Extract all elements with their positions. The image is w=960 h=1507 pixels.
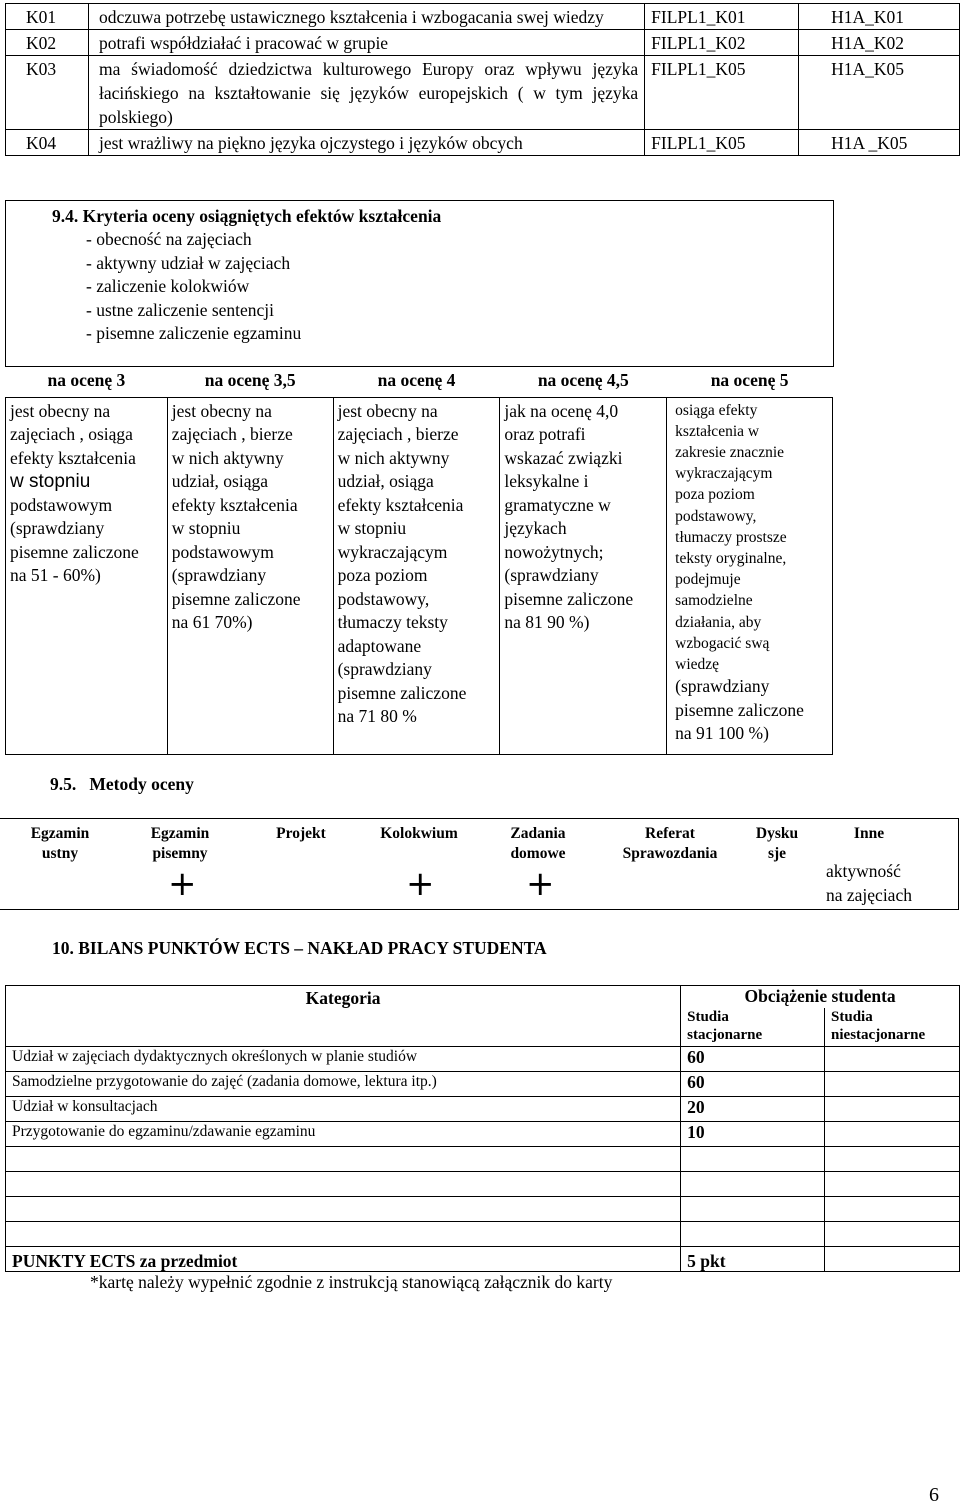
ects-full-time: 60 [681,1072,825,1097]
grade-line: działania, aby [675,613,762,631]
method-colloquium [374,824,464,844]
grade-line: na 61 70%) [171,612,253,632]
comp-obszarowy: H1A_K02 [799,30,960,56]
grade-line: efekty kształcenia [10,447,136,468]
grade-line: zajęciach , bierze [337,424,459,444]
comp-code: K03 [6,56,89,130]
comp-description: potrafi współdziałać i pracować w grupie [88,30,644,56]
grade-line: na 91 100 %) [675,723,769,744]
methods-table [0,818,959,910]
ects-full-time [681,1222,825,1247]
methods-heading-text: Metody oceny [89,774,194,794]
comp-obszarowy: H1A_K05 [799,56,960,130]
criteria-item: - pisemne zaliczenie egzaminu [86,323,302,343]
grade-line: w stopniu [337,518,407,538]
grade-line: podstawowym [171,541,274,562]
ects-total-row [6,1247,960,1272]
written-exam-mark: + [168,864,197,904]
grade-line: udział, osiąga [171,471,269,491]
ects-header-row [6,986,960,1009]
method-label: domowe [510,844,566,862]
load-header: Obciążenie studenta [681,986,960,1009]
ects-part-time [825,1147,960,1172]
page-number: 6 [929,1484,939,1506]
criteria-heading-text: Kryteria oceny osiągniętych efektów kształcenia [82,206,442,226]
method-label: ustny [41,844,79,862]
grade-header: na ocenę 3 [47,370,126,390]
table-row [6,1047,960,1072]
grade-line: w nich aktywny [171,447,284,468]
grade-line: pisemne zaliczone [337,682,467,703]
method-discussion [748,824,806,863]
ects-full-time [681,1172,825,1197]
grade-line: (sprawdziany [504,565,599,585]
ects-part-time [825,1172,960,1197]
ects-category [6,1147,681,1172]
grade-line: w nich aktywny [337,447,450,468]
method-label: Egzamin [30,825,90,842]
full-time-label: stacjonarne [687,1027,763,1043]
criteria-item: - obecność na zajęciach [86,229,252,249]
grade-line: poza poziom [337,565,428,585]
grade-line: pisemne zaliczone [504,588,634,609]
grade-header: na ocenę 4 [377,370,456,390]
grade-line: (sprawdziany [10,518,105,538]
colloquium-mark: + [406,864,435,904]
grade-line: oraz potrafi [504,424,586,444]
ects-total-label: PUNKTY ECTS za przedmiot [6,1247,681,1272]
comp-kierunkowy: FILPL1_K05 [645,56,799,130]
table-row [6,30,960,56]
ects-category: Przygotowanie do egzaminu/zdawanie egzaminu [6,1122,681,1147]
comp-description: jest wrażliwy na piękno języka ojczystego i języków obcych [88,130,644,156]
comp-kierunkowy: FILPL1_K01 [645,4,799,30]
comp-code: K01 [6,4,89,30]
ects-table [5,985,960,1272]
ects-full-time [681,1197,825,1222]
table-row [6,130,960,156]
table-row [6,1097,960,1122]
grade-line: w stopniu [10,471,91,492]
grade-line: tłumaczy teksty [337,612,448,632]
comp-kierunkowy: FILPL1_K05 [645,130,799,156]
grade-line: na 51 - 60%) [10,565,101,585]
full-time-header [681,1008,825,1047]
grade-line: kształcenia w [675,422,760,440]
grade-line: jest obecny na [171,400,272,421]
footnote: *kartę należy wypełnić zgodnie z instrukcją stanowiącą załącznik do karty [90,1272,613,1292]
grade-header: na ocenę 3,5 [204,370,296,390]
criteria-item: - zaliczenie kolokwiów [86,276,250,296]
method-report [610,824,730,863]
grade-line: (sprawdziany [675,676,770,697]
comp-obszarowy: H1A _K05 [799,130,960,156]
ects-full-time [681,1147,825,1172]
grade-4-cell [333,397,500,754]
grade-line: gramatyczne w [504,494,611,515]
method-label: Projekt [276,825,326,842]
method-label: Referat [645,825,695,842]
ects-part-time [825,1097,960,1122]
grade-line: teksty oryginalne, [675,549,787,567]
grade-line: podejmuje [675,571,741,589]
balance-heading: 10. BILANS PUNKTÓW ECTS – NAKŁAD PRACY STUDENTA [52,938,547,958]
comp-code: K04 [6,130,89,156]
table-row [6,1147,960,1172]
full-time-label: Studia [687,1009,729,1025]
table-row [6,1122,960,1147]
ects-category [6,1222,681,1247]
method-written-exam [140,824,220,863]
grade-line: jest obecny na [337,400,438,421]
grade-line: w stopniu [171,518,241,538]
method-label: Sprawozdania [622,844,718,862]
other-method-line: na zajęciach [826,884,912,905]
ects-total-part [825,1247,960,1272]
grade-line: na 71 80 % [337,706,417,726]
criteria-box [5,200,834,367]
grade-line: zakresie znacznie [675,443,785,461]
grade-header: na ocenę 4,5 [537,370,629,390]
method-label: sje [767,844,787,862]
method-label: Zadania [510,825,566,842]
grade-line: wykraczającym [675,465,773,483]
ects-part-time [825,1122,960,1147]
method-homework [500,824,576,863]
part-time-header [825,1008,960,1047]
grade-line: efekty kształcenia [337,494,464,515]
ects-category: Udział w zajęciach dydaktycznych określonych w planie studiów [6,1047,681,1072]
comp-description: ma świadomość dziedzictwa kulturowego Europy oraz wpływu języka łacińskiego na kształtowanie się języków europejskich ( w tym języka polskiego) [88,56,644,130]
grade-45-cell [500,397,667,754]
methods-heading-number: 9.5. [50,774,77,794]
ects-category: Udział w konsultacjach [6,1097,681,1122]
ects-part-time [825,1197,960,1222]
table-row [6,4,960,30]
grade-line: wskazać związki [504,447,623,468]
grade-line: zajęciach , bierze [171,424,293,444]
grade-line: efekty kształcenia [171,494,298,515]
grade-line: wiedzę [675,655,720,673]
method-project [268,824,334,844]
category-header: Kategoria [6,986,681,1047]
ects-part-time [825,1072,960,1097]
ects-category [6,1172,681,1197]
method-label: Dysku [755,825,799,842]
grade-line: na 81 90 %) [504,612,590,632]
grading-table [5,367,833,755]
ects-category [6,1197,681,1222]
grade-line: wykraczającym [337,541,448,562]
table-row [6,1197,960,1222]
grade-line: pisemne zaliczone [675,699,804,720]
grade-3-cell [6,397,168,754]
grade-line: podstawowym [10,494,113,515]
part-time-label: niestacjonarne [831,1027,926,1043]
grade-line: osiąga efekty [675,401,758,419]
ects-total-value: 5 pkt [681,1247,825,1272]
grade-line: poza poziom [675,486,755,504]
method-label: Kolokwium [380,825,458,842]
grade-line: podstawowy, [675,507,757,525]
grade-line: pisemne zaliczone [171,588,301,609]
ects-part-time [825,1047,960,1072]
part-time-label: Studia [831,1009,873,1025]
grade-35-cell [167,397,333,754]
table-row [6,1222,960,1247]
table-row [6,1172,960,1197]
competence-table [5,3,960,156]
method-other [842,824,896,844]
ects-full-time: 20 [681,1097,825,1122]
grade-line: zajęciach , osiąga [10,424,133,444]
other-method-line: aktywność [826,861,901,881]
grade-line: językach [504,518,567,538]
criteria-heading-number: 9.4. [52,206,79,226]
grade-header: na ocenę 5 [710,370,789,390]
criteria-item: - aktywny udział w zajęciach [86,253,291,273]
ects-full-time: 10 [681,1122,825,1147]
grade-line: tłumaczy prostsze [675,528,787,546]
grade-line: leksykalne i [504,471,589,491]
criteria-item: - ustne zaliczenie sentencji [86,300,275,320]
comp-description: odczuwa potrzebę ustawicznego kształcenia i wzbogacania swej wiedzy [88,4,644,30]
method-label: Inne [853,825,885,842]
grade-line: jak na ocenę 4,0 [504,400,619,421]
grade-line: pisemne zaliczone [10,541,139,562]
grade-line: udział, osiąga [337,471,434,491]
methods-heading [50,774,194,795]
grade-line: nowożytnych; [504,541,604,562]
ects-part-time [825,1222,960,1247]
comp-code: K02 [6,30,89,56]
grade-5-cell [667,397,833,754]
other-method-text [826,860,912,907]
method-label: Egzamin [150,825,210,842]
method-oral-exam [22,824,98,863]
ects-category: Samodzielne przygotowanie do zajęć (zadania domowe, lektura itp.) [6,1072,681,1097]
method-label: pisemny [152,844,208,862]
criteria-heading [52,205,441,229]
homework-mark: + [526,864,555,904]
grading-body-row [6,397,833,754]
grade-line: samodzielne [675,592,753,610]
grade-line: wzbogacić swą [675,634,770,652]
grading-header-row [6,367,833,397]
table-row [6,1072,960,1097]
comp-kierunkowy: FILPL1_K02 [645,30,799,56]
grade-line: podstawowy, [337,588,430,609]
grade-line: (sprawdziany [171,565,267,585]
table-row [6,56,960,130]
comp-obszarowy: H1A_K01 [799,4,960,30]
grade-line: adaptowane [337,635,422,656]
grade-line: (sprawdziany [337,659,432,679]
grade-line: jest obecny na [10,400,111,421]
ects-full-time: 60 [681,1047,825,1072]
